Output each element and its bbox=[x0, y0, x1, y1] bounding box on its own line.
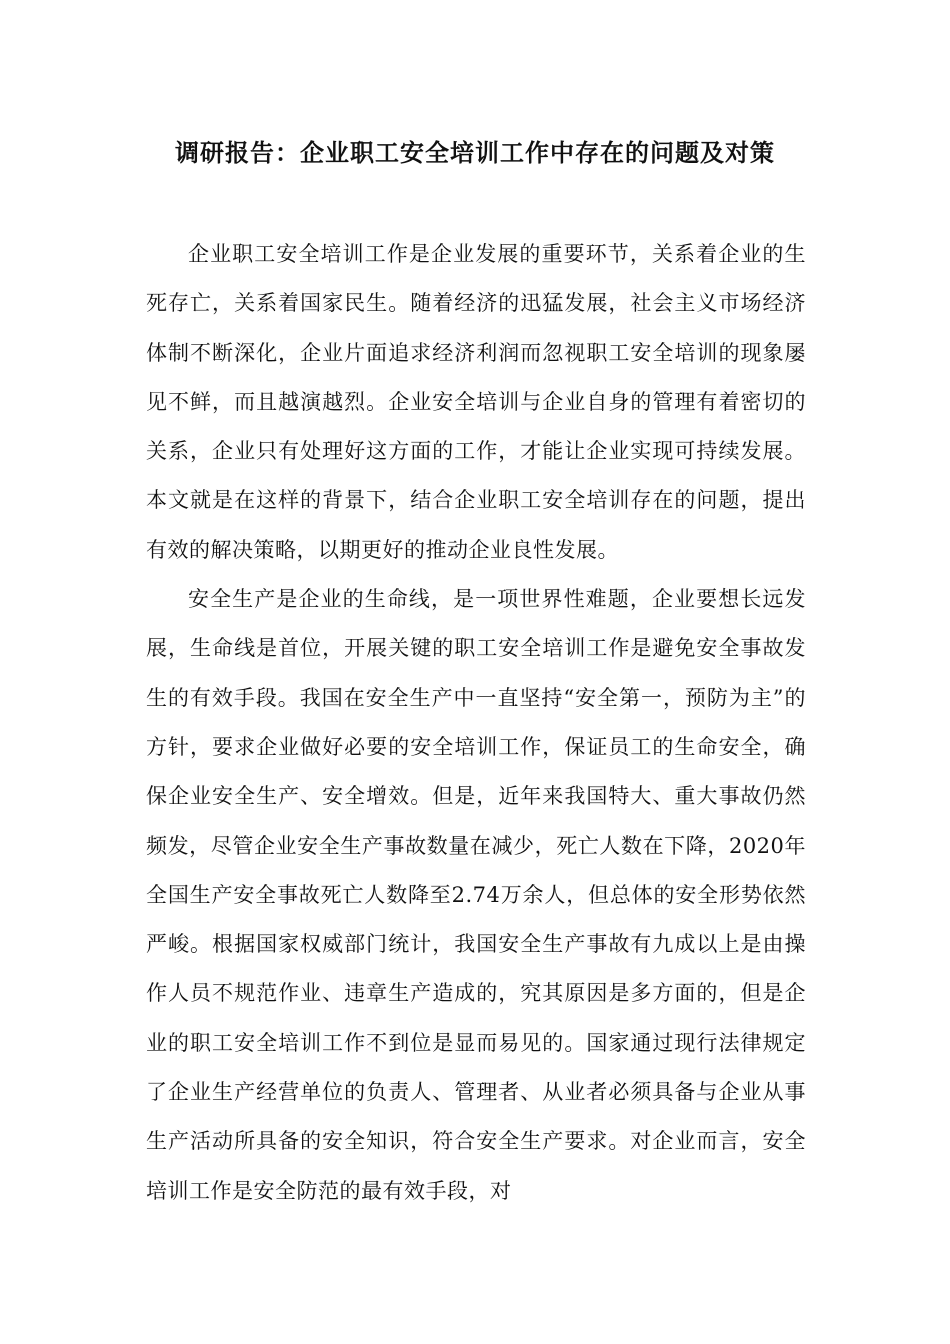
document-body bbox=[146, 230, 806, 1216]
paragraph-intro: 企业职工安全培训工作是企业发展的重要环节，关系着企业的生死存亡，关系着国家民生。随着经济的迅猛发展，社会主义市场经济体制不断深化，企业片面追求经济利润而忽视职工安全培训的现象屡见不鲜，而且越演越烈。企业安全培训与企业自身的管理有着密切的关系，企业只有处理好这方面的工作，才能让企业实现可持续发展。本文就是在这样的背景下，结合企业职工安全培训存在的问题，提出有效的解决策略，以期更好的推动企业良性发展。 bbox=[146, 242, 806, 562]
paragraph-safety-production: 安全生产是企业的生命线，是一项世界性难题，企业要想长远发展，生命线是首位，开展关键的职工安全培训工作是避免安全事故发生的有效手段。我国在安全生产中一直坚持“安全第一，预防为主”的方针，要求企业做好必要的安全培训工作，保证员工的生命安全，确保企业安全生产、安全增效。但是，近年来我国特大、重大事故仍然频发，尽管企业安全生产事故数量在减少，死亡人数在下降，2020年全国生产安全事故死亡人数降至2.74万余人，但总体的安全形势依然严峻。根据国家权威部门统计，我国安全生产事故有九成以上是由操作人员不规范作业、违章生产造成的，究其原因是多方面的，但是企业的职工安全培训工作不到位是显而易见的。国家通过现行法律规定了企业生产经营单位的负责人、管理者、从业者必须具备与企业从事生产活动所具备的安全知识，符合安全生产要求。对企业而言，安全培训工作是安全防范的最有效手段，对 bbox=[146, 587, 806, 1203]
document-title: 调研报告：企业职工安全培训工作中存在的问题及对策 bbox=[175, 138, 775, 167]
